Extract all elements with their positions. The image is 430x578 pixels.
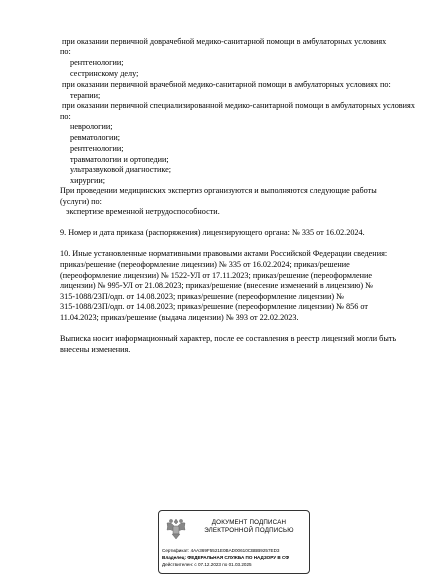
text-line: (услуги) по: xyxy=(60,197,102,206)
text-line: ультразвуковой диагностике; xyxy=(70,165,172,174)
text-line: при оказании первичной врачебной медико-санитарной помощи в амбулаторных условиях по: xyxy=(62,80,391,89)
certificate-validity: Действителен: с 07.12.2023 по 01.03.2025 xyxy=(162,562,252,567)
coat-of-arms-icon xyxy=(163,516,189,542)
text-line: экспертизе временной нетрудоспособности. xyxy=(66,207,220,216)
text-line: приказ/решение (переоформление лицензии) № 335 от 16.02.2024; приказ/решение xyxy=(60,260,350,269)
text-line: лицензии) № 995-УЛ от 21.08.2023; приказ/решение (внесение изменений в лицензию) № xyxy=(60,281,373,290)
text-line: травматологии и ортопедии; xyxy=(70,155,169,164)
text-line: по: xyxy=(60,47,71,56)
text-line: неврологии; xyxy=(70,122,113,131)
text-line: 315-1088/23П/одп. от 14.08.2023; приказ/решение (переоформление лицензии) № xyxy=(60,292,344,301)
certificate-number: Сертификат: 4AA369F5521E0BAD00610CBBB9257ED3 xyxy=(162,548,280,553)
text-line: При проведении медицинских экспертиз организуются и выполняются следующие работы xyxy=(60,186,377,195)
certificate-owner: Владелец: ФЕДЕРАЛЬНАЯ СЛУЖБА ПО НАДЗОРУ В СФ xyxy=(162,555,290,560)
text-line: ревматологии; xyxy=(70,133,121,142)
section-10-heading: 10. Иные установленные нормативными правовыми актами Российской Федерации сведения: xyxy=(60,249,388,258)
text-line: хирургии; xyxy=(70,176,106,185)
text-line: рентгенологии; xyxy=(70,144,124,153)
text-line: сестринскому делу; xyxy=(70,69,139,78)
text-line: при оказании первичной специализированной медико-санитарной помощи в амбулаторных условиях xyxy=(62,101,415,110)
text-line: рентгенологии; xyxy=(70,58,124,67)
text-line: терапии; xyxy=(70,91,101,100)
text-line: при оказании первичной доврачебной медико-санитарной помощи в амбулаторных условиях xyxy=(62,37,387,46)
stamp-title-line: ДОКУМЕНТ ПОДПИСАН xyxy=(211,519,287,526)
text-line: 11.04.2023; приказ/решение (выдача лицензии) № 393 от 22.02.2023. xyxy=(60,313,299,322)
electronic-signature-stamp xyxy=(158,510,310,574)
disclaimer: Выписка носит информационный характер, после ее составления в реестр лицензий могли быть xyxy=(60,334,397,343)
text-line: внесены изменения. xyxy=(60,345,131,354)
text-line: 315-1088/23П/одп. от 14.08.2023; приказ/решение (переоформление лицензии) № 856 от xyxy=(60,302,368,311)
text-line: по: xyxy=(60,112,71,121)
section-9: 9. Номер и дата приказа (распоряжения) лицензирующего органа: № 335 от 16.02.2024. xyxy=(60,228,365,237)
text-line: (переоформление лицензии) № 1522-УЛ от 17.11.2023; приказ/решение (переоформление xyxy=(60,271,373,280)
stamp-title xyxy=(191,519,307,535)
stamp-title-line: ЭЛЕКТРОННОЙ ПОДПИСЬЮ xyxy=(204,527,294,534)
